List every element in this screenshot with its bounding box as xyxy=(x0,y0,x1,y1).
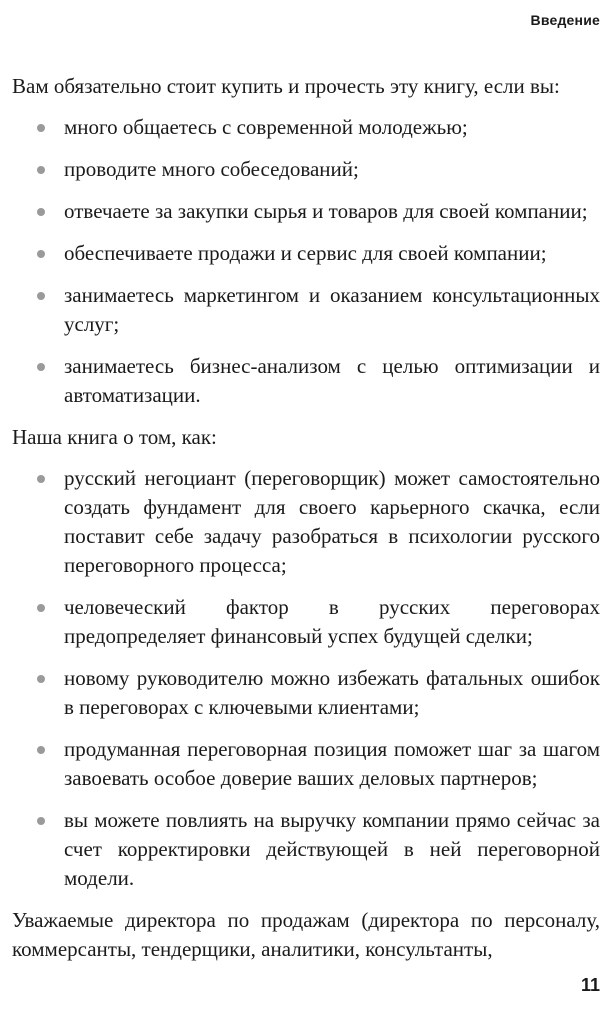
list-item-text: занимаетесь маркетингом и оказанием консультационных услуг; xyxy=(64,283,600,336)
bullet-icon xyxy=(37,124,45,132)
list-item xyxy=(12,464,600,580)
bullet-icon xyxy=(37,292,45,300)
list-item xyxy=(12,664,600,722)
about-paragraph: Наша книга о том, как: xyxy=(12,425,217,449)
list-item-text: занимаетесь бизнес-анализом с целью оптимизации и автоматизации. xyxy=(64,354,600,407)
bullet-icon xyxy=(37,166,45,174)
bullet-icon xyxy=(37,208,45,216)
list-item-text: отвечаете за закупки сырья и товаров для своей компании; xyxy=(64,199,588,223)
list-item-text: много общаетесь с современной молодежью; xyxy=(64,115,468,139)
list-item-text: новому руководителю можно избежать фатальных ошибок в переговорах с ключевыми клиентами; xyxy=(64,666,600,719)
list-item-text: проводите много собеседований; xyxy=(64,157,359,181)
list-item xyxy=(12,735,600,793)
benefits-list xyxy=(12,464,600,893)
intro-paragraph: Вам обязательно стоит купить и прочесть эту книгу, если вы: xyxy=(12,74,560,98)
page-body xyxy=(12,72,600,976)
list-item xyxy=(12,197,600,226)
list-item xyxy=(12,155,600,184)
list-item xyxy=(12,281,600,339)
bullet-icon xyxy=(37,746,45,754)
bullet-icon xyxy=(37,363,45,371)
list-item xyxy=(12,113,600,142)
list-item xyxy=(12,593,600,651)
list-item-text: русский негоциант (переговорщик) может самостоятельно создать фундамент для своего карьерного скачка, если поставит себе задачу разобраться в психологии русского переговорного процесса; xyxy=(64,466,600,577)
audience-list xyxy=(12,113,600,410)
list-item-text: вы можете повлиять на выручку компании прямо сейчас за счет корректировки действующей в ней переговорной модели. xyxy=(64,808,600,890)
list-item xyxy=(12,239,600,268)
list-item-text: человеческий фактор в русских переговорах предопределяет финансовый успех будущей сделки; xyxy=(64,595,600,648)
bullet-icon xyxy=(37,675,45,683)
bullet-icon xyxy=(37,250,45,258)
page-number: 11 xyxy=(580,975,600,995)
bullet-icon xyxy=(37,475,45,483)
closing-paragraph: Уважаемые директора по продажам (директора по персоналу, коммерсанты, тендерщики, аналитики, консультанты, xyxy=(12,908,600,961)
bullet-icon xyxy=(37,817,45,825)
list-item xyxy=(12,806,600,893)
list-item-text: обеспечиваете продажи и сервис для своей компании; xyxy=(64,241,547,265)
bullet-icon xyxy=(37,604,45,612)
list-item-text: продуманная переговорная позиция поможет шаг за шагом завоевать особое доверие ваших деловых партнеров; xyxy=(64,737,600,790)
running-head: Введение xyxy=(530,12,600,28)
list-item xyxy=(12,352,600,410)
